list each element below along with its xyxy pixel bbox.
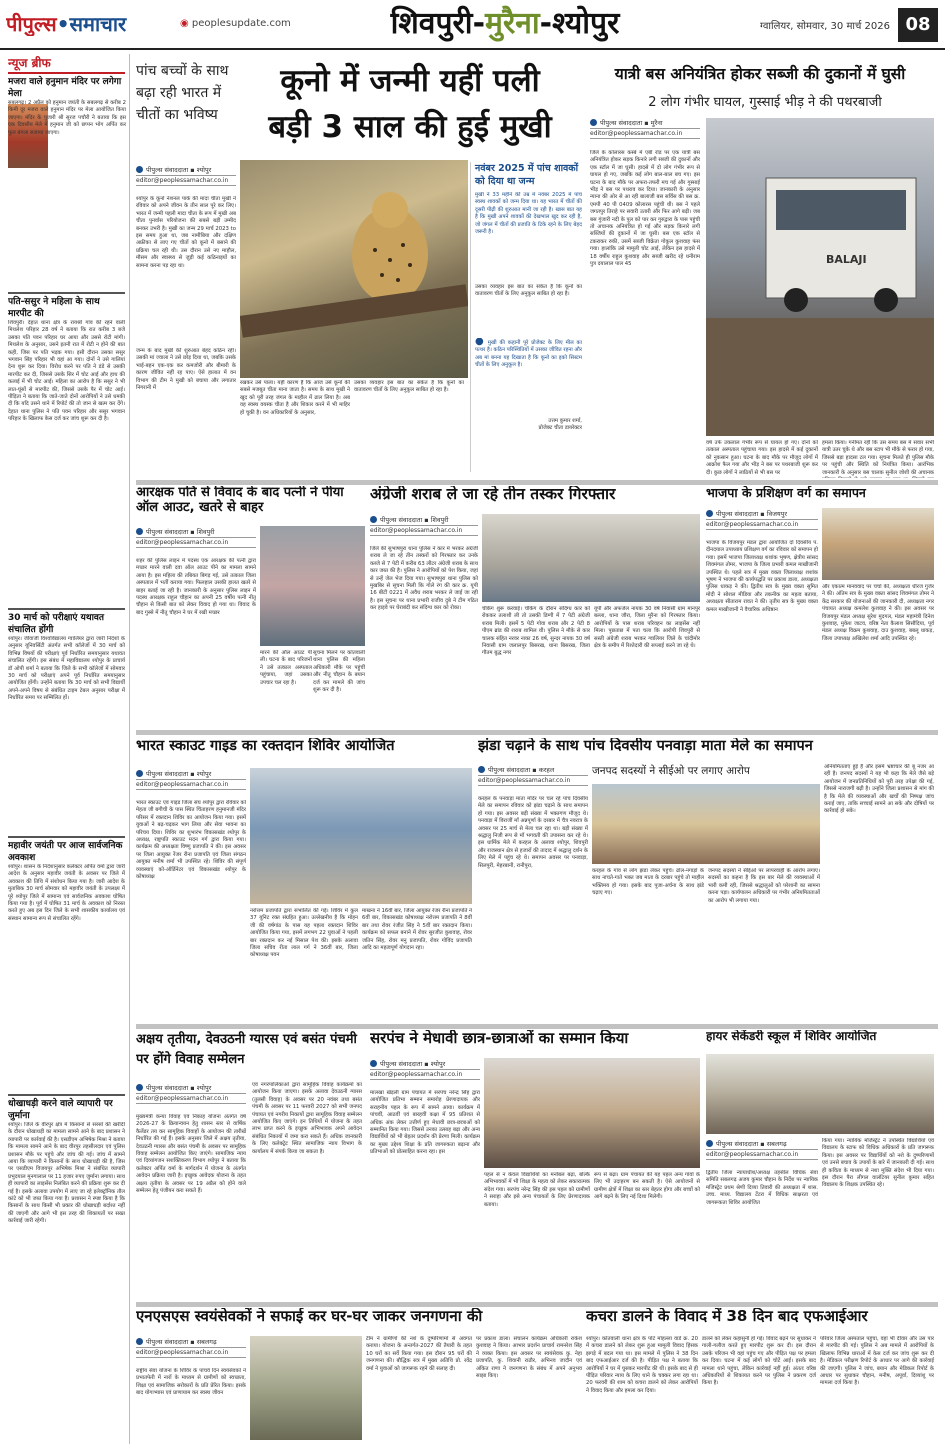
cheetah-photo xyxy=(240,160,468,378)
sarpanch-body-1: मालखा खेड़ली ग्राम पंचायत में सरपंच नरेन्द्र सिंह द्वारा आयोजित प्रतिभा सम्मान समारोह प्रेरणादायक और सराहनीय पहल के रूप में सामने आया। कार्यक्रम में पांचवीं, आठवीं एवं बारहवीं कक्षा में 95 प्रतिशत से अधिक अंक लेकर उत्तीर्ण हुए मेधावी छात्र-छात्राओं को सम्मानित किया गया। जिससे उनका उत्साह बढ़ा और अन्य विद्यार्थियों को भी बेहतर प्रदर्शन की प्रेरणा मिली। कार्यक्रम का मुख्य उद्देश्य शिक्षा के प्रति जागरुकता बढ़ाना और प्रतिभाओं को प्रोत्साहित करना रहा। इस xyxy=(370,1090,480,1156)
school-body-2: किया गया। न्यायिक मजिस्ट्रेट ने उपस्थित विद्यार्थियों एवं विद्यालय के स्टाफ को विधिक अधिकारों के प्रति जागरूक किया। इस अवसर पर विद्यार्थियों को नशे के दुष्परिणामों एवं उनसे बचाव के उपायों के बारे में जानकारी दी गई। साथ ही कविता के माध्यम से नशा मुक्ति संदेश भी दिया गया। इस दौरान पैरा लीगल वालंटियर सुनील कुमार सहित विद्यालय के शिक्षक उपस्थित रहे। xyxy=(822,1138,934,1189)
brief-title-1: मजरा वाले हनुमान मंदिर पर लगेगा मेला xyxy=(8,77,122,99)
constable-byline-block: पीपुल्स संवाददाता ▪ शिवपुरी editor@peoplessamachar.co.in xyxy=(136,526,256,556)
school-body-1: द्वितीय जिला न्यायाधीश/अध्यक्ष तहसील विधिक सेवा समिति सबलगढ़ अजय कुमार चौहान के निर्देश पर न्यायिक मजिस्ट्रेट प्रथम श्रेणी दिव्या तिवारी की अध्यक्षता में शास. उच्च. माध्य. विद्यालय टेंटरा में विधिक साक्षरता एवं जागरूकता शिविर आयोजित xyxy=(706,1170,818,1206)
logo-left: पीपुल्स xyxy=(6,12,57,36)
row2-divider xyxy=(136,480,938,485)
kuno-box-body-2: उसका व्यवहार इस बात का संकेत है कि कूनो का वातावरण चीतों के लिए अनुकूल साबित हो रहा है। xyxy=(475,284,582,298)
bus-headline: यात्री बस अनियंत्रित होकर सब्जी की दुकानों में घुसी xyxy=(614,65,906,83)
bus-illustration xyxy=(706,118,934,436)
brief-body-5: श्योपुर। जिले के वीरपुर क्षेत्र में किसानों से सरसों की खरीदी के दौरान धोखाधड़ी का मामला सामने आने के बाद प्रशासन ने व्यापारी पर कार्रवाई की है। एसडीएम अभिषेक मिश्रा ने बताया कि मामला सामने आने के बाद वीरपुर तहसीलदार एवं पुलिस प्रशासन मौके पर पहुंचे और जांच की गई। जांच में सामने आया कि व्यापारी ने किसानों के साथ धोखाधड़ी की है, जिस पर एसडीएम विजयपुर अभिषेक मिश्रा ने संबंधित व्यापारी प्रभुदयाल मुनगालाल पर 11 हजार रुपए जुर्माना लगाया। साथ ही व्यापारी का लाइसेंस निलंबित करने की प्रक्रिया शुरू कर दी गई है। इसके अलावा उपयोग में लाए जा रहे इलेक्ट्रॉनिक तौल कांटे को भी जब्त किया गया है। प्रशासन ने स्पष्ट किया है कि किसानों के साथ किसी भी प्रकार की धोखाधड़ी बर्दाश्त नहीं की जाएगी और आगे भी इस तरह की शिकायतों पर सख्त कार्रवाई जारी रहेगी। xyxy=(8,1122,125,1225)
sarpanch-headline: सरपंच ने मेधावी छात्र-छात्राओं का सम्मान किया xyxy=(370,1030,629,1047)
scout-photo xyxy=(250,768,472,904)
scout-body-1: भारत स्काउट एवं गाइड जिला संघ श्योपुर द्वारा रविवार को मेहता जी बगीची के पास स्थित चिंताहरण हनुमानजी मंदिर परिसर में रक्तदान शिविर का आयोजन किया गया। इसमें युवाओं ने बढ़-चढ़कर भाग लिया और सेवा भावना का परिचय दिया। शिविर का शुभारंभ विकासखंड श्योपुर के अध्यक्ष, राष्ट्रपति स्काउट मदन गर्ग द्वारा किया गया। कार्यक्रम की अध्यक्षता विष्णु प्रजापति ने की। इस अवसर पर जिला आयुक्त रेंजर रीना प्रजापति एवं जिला संगठन आयुक्त मनीष शर्मा भी उपस्थित रहे। शिविर की संपूर्ण व्यवस्थाएं को-ऑर्डिनेटर एवं विकासखंड श्योपुर के कोषाध्यक्ष xyxy=(136,800,246,881)
kuno-byline-block xyxy=(136,164,236,192)
constable-photo xyxy=(260,526,365,646)
logo-right: समाचार xyxy=(69,12,127,36)
quote-icon: ● xyxy=(475,338,485,347)
brief-title-2: पति-ससुर ने महिला के साथ मारपीट की xyxy=(8,292,125,320)
row5-divider xyxy=(136,1302,938,1307)
mela-body-4: अनियमितताएं हुई हैं और इसमें भ्रष्टाचार की बू नजर आ रही है। जनपद सदस्यों ने यह भी कहा कि मेले जैसे बड़े आयोजन में जनप्रतिनिधियों को पूरी तरह उपेक्षा की गई, जिससे नाराजगी बढ़ी है। उन्होंने जिला प्रशासन से मांग की है कि मेले की व्यवस्थाओं और खर्चों की निष्पक्ष जांच कराई जाए, ताकि सच्चाई सामने आ सके और दोषियों पर कार्रवाई हो सके। xyxy=(824,764,934,815)
school-byline-block: पीपुल्स संवाददाता ▪ सबलगढ़ editor@peoplessamachar.co.in xyxy=(706,1138,818,1168)
sarpanch-byline-block: पीपुल्स संवाददाता ▪ श्योपुर editor@peoplessamachar.co.in xyxy=(370,1058,480,1088)
bjp-body-2: और एकात्म मानववाद पर चर्चा की, अध्यक्षता धीरज गुर्जर ने की। अंतिम सत्र के मुख्य वक्ता सांसद शिवमंगल तोमर ने केंद्र सरकार की योजनाओं की जानकारी दी, अध्यक्षता नगर पंचायत अध्यक्ष कमलेश कुशवाह ने की। इस अवसर पर विजयपुर मंडल अध्यक्ष सुरेश मुदगल, मंडल महामंत्री दिनेश कुशवाह, मुकेश जाटव, वरिष्ठ नेता कैलाश सिसौदिया, पूर्व मंडल अध्यक्ष विक्रम कुशवाह, दाउ कुशवाह, बबलू धाकड़, जिला उपाध्यक्ष अखिलेश शर्मा आदि उपस्थित रहे। xyxy=(822,584,934,642)
kuno-email: editor@peoplessamachar.co.in xyxy=(136,176,236,186)
liquor-body-1: जिले की सुभाषपुरा थाना पुलिस ने कार में भरकर अंग्रेजी शराब ले जा रहे तीन तस्करों को गिरफ्तार कर उनके कब्जे से 7 पेटी में करीब 63 लीटर अंग्रेजी शराब के साथ कार जब्त की है। पुलिस ने आरोपियों को पेश किया, जहां से उन्हें जेल भेज दिया गया। सुभाषपुरा थाना पुलिस को मुखबिर से सूचना मिली कि गोले रंग की कार क्र. यूपी 16 बीटी 0221 में अवैध शराब भरकर ले जाई जा रही है। इस सूचना पर थाना प्रभारी राजीव दुबे ने टीम गठित कर हाइवे पर घेराबंदी कर संदिग्ध कार को रोका। xyxy=(370,546,478,612)
mela-photo xyxy=(592,784,820,864)
date-line: ग्वालियर, सोमवार, 30 मार्च 2026 xyxy=(760,21,890,32)
nss-body-1: राष्ट्रीय सेवा योजना के शिविर के पांचवें दिन स्वयंसेवकों ने प्रभातफेरी में नारों के माध्यम से ग्रामीणों को स्वच्छता, शिक्षा एवं सामाजिक सरोकारों के प्रति प्रेरित किया। इसके बाद योगाभ्यास एवं प्राणायाम कर स्वस्थ जीवन xyxy=(136,1368,246,1397)
kuno-box xyxy=(470,162,582,472)
liquor-byline-block: पीपुल्स संवाददाता ▪ शिवपुरी editor@peoplessamachar.co.in xyxy=(370,514,478,544)
kuno-body-4: उसका व्यवहार इस बात का संकेत है कि कूनो का वातावरण चीतों के लिए अनुकूल साबित हो रहा है। xyxy=(354,380,464,394)
kuno-byline: पीपुल्स संवाददाता ▪ श्योपुर xyxy=(136,164,236,176)
bus-subhead: 2 लोग गंभीर घायल, गुस्साई भीड़ ने की पथरबाजी xyxy=(648,95,882,110)
liquor-body-2: चेकिंग शुरू करवाई। चेकिंग के दौरान संदिग्ध कार को रोककर तलाशी ली तो उसकी डिग्गी में 7 पेटी अंग्रेजी शराब मिली। इसमें 5 पेटी गोवा शराब और 2 पेटी 8 पीएम ब्रांड की शराब शामिल थी। पुलिस ने मौके से कार चालक संहित नरवर नाका 26 वर्ष, सुन्दर नायक 30 वर्ष निवासी ग्राम जलालपुर बिसरख, थाना बिसरख, जिला गौतम बुद्ध नगर xyxy=(482,606,590,657)
nss-byline-block: पीपुल्स संवाददाता ▪ सबलगढ़ editor@peoplessamachar.co.in xyxy=(136,1336,246,1366)
liquor-headline: अंग्रेजी शराब ले जा रहे तीन तस्कर गिरफ्तार xyxy=(370,486,616,503)
bus-byline-block xyxy=(590,117,700,147)
kuno-side-head: पांच बच्चों के साथ बढ़ा रही भारत में चीतों का भविष्य xyxy=(136,63,229,123)
sarpanch-body-4: रूप से बढ़ा। ग्राम पंचायत की यह पहल अन्य गांवों के लिए भी उदाहरण बन सकती है। ऐसे आयोजनों से ग्रामीण क्षेत्रों में शिक्षा का स्तर बेहतर होगा और बच्चों को आगे बढ़ने के लिए नई दिशा मिलेगी। xyxy=(594,1172,700,1201)
mela-byline-block: पीपुल्स संवाददाता ▪ करहल editor@peoplessamachar.co.in xyxy=(478,764,588,794)
svg-text:BALAJI: BALAJI xyxy=(826,253,867,266)
masthead xyxy=(0,0,945,50)
brief-title-3: 30 मार्च को परीक्षाएं यथावत संचालित होंगी xyxy=(8,608,125,636)
nss-photo xyxy=(250,1336,362,1440)
mela-body-2: करहल के गांव से लोग झंडा लेकर पहुंचे। ढोल-नगाड़ों के साथ नाचते-गाते भक्त जब माता के दरबार पहुंचे तो माहौल भक्तिमय हो गया। इसके बाद पूजा-अर्चना के साथ झंडे चढ़ाए गए। xyxy=(592,868,704,897)
kuno-box-body: मुखी ने 33 महीने की उम्र में नवंबर 2025 में पांच स्वस्थ शावकों को जन्म दिया था। यह भारत में चीतों की दूसरी पीढ़ी की शुरुआत मानी जा रही है। खास बात यह है कि मुखी अपने शावकों की देखभाल खुद कर रही है, जो जंगल में चीतों की प्रजाति के टिके रहने के लिए बेहद जरूरी है। xyxy=(475,192,582,236)
kuno-headline: कूनो में जन्मी यहीं पली बड़ी 3 साल की हुई मुखी xyxy=(268,63,552,145)
nss-body-2: टीम ने ग्रामीणों की नशे के दुष्परिणामों से अवगत कराया। योजना के अन्तर्गत-2027 की तैयारी के तहत 10 घरों का सर्वे किया गया। इस दौरान 95 घरों की जनगणना की। बौद्धिक सत्र में मुख्य अतिथि प्रो. रवेंद्र वर्मा ने युवाओं को जागरूक रहने की सलाह दी। xyxy=(366,1336,472,1372)
trash-headline: कचरा डालने के विवाद में 38 दिन बाद एफआईआर xyxy=(586,1308,868,1325)
bus-byline: पीपुल्स संवाददाता ▪ मुरैना xyxy=(590,117,700,129)
constable-headline: आरक्षक पति से विवाद के बाद पत्नी ने पीया ऑल आउट, खतरे से बाहर xyxy=(136,486,344,515)
kuno-body-2: जन्म के बाद मुखी की शुरुआत बेहद कठिन रही। उसकी मां ज्वाला ने उसे छोड़ दिया था, जबकि उसके भाई-बहन एक-एक कर कमजोरी और बीमारी के कारण जीवित नहीं रह पाए। ऐसे हालात में वन विभाग की टीम ने मुखी को बचाया और लगातार निगरानी में xyxy=(136,348,236,392)
row3-divider xyxy=(136,730,938,735)
website: ◉ peoplesupdate.com xyxy=(180,18,291,29)
bjp-byline-block: पीपुल्स संवाददाता ▪ विजयपुर editor@peoplessamachar.co.in xyxy=(706,508,818,538)
bus-body-1: जिले के कोलारस कस्बे में एबी रोड पर एक यात्री बस अनियंत्रित होकर सड़क किनारे लगी सब्जी की दुकानों और एक स्टॉल में जा घुसी। हादसे में दो लोग गंभीर रूप से घायल हो गए, जबकि कई लोग बाल-बाल बच गए। इस घटना के बाद मौके पर अफरा-तफरी मच गई और गुस्साई भीड़ ने बस पर पथराव कर दिया। जानकारी के अनुसार न्याना की ओर से आ रही बालाजी बस सर्विस की बस क्र. एमपी 40 पी 0409 कोलारस पहुंची थी। बस ने पहले जगतपुर तिराहे पर सवारी उतारी और फिर आगे बढ़ी। जब बस गुंजारी नदी के पुल को पार कर गुरुद्वारा के पास पहुंची तो अचानक अनियंत्रित हो गई और सड़क किनारे लगी सब्जियों की दुकानों में जा घुसी। बस एक स्टॉल से टकराकर रुकी, उसमें सब्जी विक्रेता गोकुल कुशवाह फंस गया। हालांकि उसे मामूली चोट आई, लेकिन इस हादसे में 18 वर्षीय राहुल कुशवाह और सब्जी खरीद रहे धनीराम पुत्र दयालाल पाल 45 xyxy=(590,150,700,268)
brief-body-2: शिवपुरी। देहात थाना क्षेत्र के रायश्री गांव की रहने वाली मिथलेश परिहार 28 वर्ष ने बताया कि रात करीब 3 बजे उसका पति पवन परिहार घर आया और उससे रोटी मांगी। मिथलेश के अनुसार, उसने इतनी रात में रोटी न होने की बात कही, जिस पर पति भड़क गया। इसी दौरान उसका ससुर भगवान सिंह परिहार भी वहां आ गया। दोनों ने उसे गालियां देना शुरू कर दिया। विरोध करने पर पति ने डंडे से उसकी मारपीट कर दी, जिससे उसके सिर में चोट आई और हाथ की कलाई में भी चोट आई। महिला का आरोप है कि ससुर ने भी लात-घूंसों से मारपीट की, जिससे उसके पैर में चोट आई। पीड़िता ने बताया कि जाते-जाते दोनों आरोपियों ने उसे धमकी दी कि यदि उसने थाने में रिपोर्ट की तो जान से खत्म कर देंगे। देहात थाना पुलिस ने पति पवन परिहार और ससुर भगवान परिहार के खिलाफ केस दर्ज कर जांच शुरू कर दी है। xyxy=(8,320,125,423)
trash-body-1: श्योपुर। कोतवाली थाना क्षेत्र के पोर्ट मोहल्ला वार्ड क्र. 20 में कचरा डालने को लेकर शुरू हुआ मामूली विवाद हिंसक झगड़े में बदल गया था। इस मामले में पुलिस ने 38 दिन बाद एफआईआर दर्ज की है। पीड़ित पक्ष ने बताया कि आरोपियों ने घर में घुसकर मारपीट की थी। इसके बाद से ही पीड़ित परिवार न्याय के लिए थाने के चक्कर लगा रहा था। 20 फरवरी की शाम को कचरा डालने को लेकर आरोपियों ने विवाद किया और हमला कर दिया। xyxy=(586,1336,698,1394)
bus-photo xyxy=(706,118,934,436)
bjp-photo xyxy=(822,508,934,580)
section-title: शिवपुरी-मुरैना-श्योपुर xyxy=(390,6,620,41)
kuno-quote-name: उत्तम कुमार शर्मा, प्रोजेक्ट चीता डायरेक्टर xyxy=(538,418,582,432)
akshay-body-1: मुख्यमंत्री कन्या विवाह एवं निकाह योजना अंतर्गत वर्ष 2026-27 के क्रियान्वयन हेतु शासन स्तर से वार्षिक कैलेंडर तय कर सामूहिक विवाहों के आयोजन की तारीखें निर्धारित की गई हैं। इसके अनुसार जिले में अक्षय तृतीया, देवउठनी ग्यारस और बसंत पंचमी के अवसर पर सामूहिक विवाह सम्मेलन आयोजित किए जाएंगे। सामाजिक न्याय एवं दिव्यांगजन सशक्तिकरण विभाग श्योपुर ने बताया कि कलेक्टर अर्पित वर्मा के मार्गदर्शन में योजना के अंतर्गत आवेदन प्रक्रिया जारी है। इच्छुक आवेदक योजना के तहत अक्षय तृतीया के अवसर पर 19 अप्रैल को होने वाले सम्मेलन हेतु पंजीयन करा सकते हैं। xyxy=(136,1114,246,1195)
kuno-box-head: नवंबर 2025 में पांच शावकों को दिया था जन्म xyxy=(475,163,579,187)
mela-body-1: करहल के पनवाड़ा माता मंदिर पर चल रहे पांच दिवसीय मेले का समापन रविवार को झंडा चढ़ाने के साथ समापन हो गया। इस अवसर बड़ी संख्या में भक्तगण मौजूद थे। पनवाड़ा में विराजीं माँ अन्नपूर्णा के दरबार में चैत्र नवरात्र के अवसर पर 25 मार्च से मेला चल रहा था। बड़ी संख्या में श्रद्धालु निजी रूप से माँ भगवती की उपासना कर रहे थे। इस धार्मिक मेले में करहल के अलावा श्योपुर, शिवपुरी और राजस्थान क्षेत्र से हजारों की तादाद में श्रद्धालु दर्शन के लिए मेले में पहुंच रहे थे। समापन अवसर पर पनवाड़ा, सिलपुरी, मेहरबानी, रानीपुरा, xyxy=(478,796,588,869)
cheetah-illustration xyxy=(240,160,468,378)
brief-title-5: धोखाधड़ी करने वाले व्यापारी पर जुर्माना xyxy=(8,1094,125,1122)
globe-icon: ◉ xyxy=(180,18,189,29)
brief-header: न्यूज ब्रीफ xyxy=(8,54,125,74)
constable-body-3: सूचना मिलने पर कोतवाली थाना पुलिस की महिला अधिकारी मौके पर पहुंचीं और नीतू चौहान के बयान दर्ज कर मामले की जांच शुरू कर दी है। xyxy=(313,650,365,694)
akshay-body-2: एवं नगरपालिकाओं द्वारा सामूहिक विवाह कार्यक्रमों का आयोजन किया जाएगा। इसके अलावा देवउठनी ग्यारस (तुलसी विवाह) के अवसर पर 20 नवंबर तथा बसंत पंचमी के अवसर पर 11 फरवरी 2027 को सभी जनपद पंचायत एवं नगरीय निकायों द्वारा सामूहिक विवाह सम्मेलन आयोजित किए जाएंगे। इन तिथियों में योजना के तहत लाभ प्राप्त करने के इच्छुक अभिभावक अपने आवेदन संबंधित निकायों में जमा करा सकते हैं। अधिक जानकारी के लिए कलेक्ट्रेट स्थित सामाजिक न्याय विभाग के कार्यालय में संपर्क किया जा सकता है। xyxy=(252,1082,362,1155)
bjp-headline: भाजपा के प्रशिक्षण वर्ग का समापन xyxy=(706,486,866,500)
sarpanch-body-2: पहल से न केवल विद्यार्थियों का मनोबल बढ़ा, बल्कि अभिभावकों में भी शिक्षा के महत्व को लेकर सकारात्मक संदेश गया। सरपंच नरेन्द्र सिंह की इस पहल को ग्रामीणों ने सराहा और इसे अन्य पंचायतों के लिए प्रेरणादायक बताया। xyxy=(484,1172,590,1208)
news-brief-column xyxy=(8,54,130,1444)
page-number: 08 xyxy=(898,8,938,42)
kuno-body-3: रखकर उसे पाला। यही कारण है कि आज उसे कूनो की सबसे मजबूत चीता माना जाता है। समय के साथ मुखी ने खुद को पूरी तरह जंगल के माहौल में ढाल लिया है। अब वह स्वस्थ वयस्क चीता है और शिकार करने में भी माहिर हो चुकी है। वन अधिकारियों के अनुसार, xyxy=(240,380,350,416)
brief-body-3: श्योपुर। जीवाजी विश्वविद्यालय ग्वालियर द्वारा जारी निर्देशों के अनुसार यूनिवर्सिटी अंतर्गत सभी कॉलेजों में 30 मार्च को विभिन्न विषयों की परीक्षाएं पूर्व निर्धारित समयानुसार यथावत संचालित रहेंगी। इस संबंध में महाविद्यालय श्योपुर के प्राचार्य डॉ ओपी शर्मा ने बताया कि जिले के सभी कॉलेजों में सोमवार 30 मार्च को परीक्षाएं अपने पूर्व निर्धारित समयानुसार आयोजित होंगी। उन्होंने बताया कि 30 मार्च को सभी विद्यार्थी अपने-अपने विषय से संबंधित टाइम टेबल अनुसार परीक्षा में निर्धारित समय पर सम्मिलित हों। xyxy=(8,636,125,702)
akshay-byline-block: पीपुल्स संवाददाता ▪ श्योपुर editor@peoplessamachar.co.in xyxy=(136,1082,246,1112)
scout-body-3: माखना ने 16वीं बार, जिला आयुक्त रेंजर रीना प्रजापति ने 6वीं बार, विकासखंड कोषाध्यक्ष नरोत्तम प्रजापति ने 8वीं बार तथा रोवर रंजीत सिंह ने 5वीं बार रक्तदान किया। कार्यक्रम को सफल बनाने में रोवर सुरजीत कुशवाह, रोवर जतिन सिंह, रोवर मनु प्रजापति, रोवर गोविंद प्रजापति आदि का महत्वपूर्ण योगदान रहा। xyxy=(362,908,472,952)
trash-body-3: परिवार जिला अस्पताल पहुंचा, वहां भी दीवार और उस पार से मारपीट की गई। पुलिस ने अब मामले में आरोपियों के खिलाफ विभिन्न धाराओं में केस दर्ज कर जांच शुरू कर दी है। मेडिकल परीक्षण रिपोर्ट के आधार पर आगे की कार्रवाई की जाएगी। पुलिस ने जांच, बयान और मेडिकल रिपोर्ट के आधार पर सुधाकर चौहान, मनीष, अपूर्वा, दिव्यांशु पर मामला दर्ज किया है। xyxy=(820,1336,934,1387)
logo: पीपुल्स•समाचार xyxy=(6,12,127,36)
kuno-body-1: श्योपुर के कूनो नेशनल पार्क की मादा चीता मुखी ने रविवार को अपने जीवन के तीन साल पूरे कर लिए। भारत में जन्मी पहली मादा चीता के रूप में मुखी अब चीता पुनर्वास परियोजना की सबसे बड़ी उम्मीद बनकर उभरी है। मुखी का जन्म 29 मार्च 2023 to इस समय हुआ था, जब नामीबिया और दक्षिण अफ्रीका से लाए गए चीतों को कूनो में बसाने की प्रक्रिया चल रही थी। उस दौरान उसे नए माहौल, मौसम और स्वास्थ्य से जुड़ी कई कठिनाइयों का सामना करना पड़ रहा था। xyxy=(136,196,236,269)
scout-body-2: नरोत्तम प्रजापति द्वारा संभालित की गईं। शिविर में कुल 37 यूनिट रक्त संग्रहित हुआ। उल्लेखनीय है कि मोहन जी की वर्षगांठ के पास यह पहला रक्तदान शिविर आयोजित किया गया, इसमें लगभग 22 युवाओं ने पहली बार रक्तदान कर नई मिसाल पेश की। इसके अलावा जिला सचिव रीता लाल गर्ग ने 36वीं बार, जिला कोषाध्यक्ष पवन xyxy=(250,908,358,959)
akshay-headline: अक्षय तृतीया, देवउठनी ग्यारस एवं बसंत पंचमी पर होंगे विवाह सम्मेलन xyxy=(136,1032,357,1067)
brief-body-1: सबलगढ़। 2 अप्रैल को हनुमान जयंती के सबलगढ़ से करीब 2 किमी दूर मजरा वाले हनुमान मंदिर पर मेला आयोजित किया जाएगा। मंदिर के पुजारी श्री सूरज पचौरी ने बताया कि इस एक दिवसीय मेले में हनुमान जी को छप्पन भोग अर्पित कर फूल बंगला सजाया जाएगा। xyxy=(8,100,126,136)
liquor-photo xyxy=(482,514,700,602)
constable-body-1: शहर की पुलिस लाइन में पदस्थ एक आरक्षक की पत्नी द्वारा मच्छर मारने वाली दवा ऑल आउट पीने का मामला सामने आया है। इस महिला की तबियत बिगड़ गई, उसे तत्काल जिला अस्पताल में भर्ती कराया गया। फिलहाल उसकी हालत खतरे से बाहर बताई जा रही है। जानकारी के अनुसार पुलिस लाइन में पदस्थ आरक्षक राहुल चौहान का अपनी 25 वर्षीय पत्नी नीतू चौहान से किसी बात को लेकर विवाद हो गया था। विवाद के बाद गुस्से में नीतू चौहान ने घर में रखी मच्छर xyxy=(136,558,256,616)
bus-email: editor@peoplessamachar.co.in xyxy=(590,129,700,139)
liquor-body-3: यूपी और अफजेल नायक 30 वर्ष निवासी ग्राम मानपुर बल्ला, थाना जौरा, जिला मुरैना को गिरफ्तार किया। आरोपियों के पास शराब परिवहन का लाइसेंस नहीं मिला। पूछताछ में पता चला कि आरोपी शिवपुरी से सस्ती अंग्रेजी शराब भरकर ग्वालियर जिले के चांदीमोर क्षेत्र के समीप में रिश्तेदारी की सप्लाई करने जा रहे थे। xyxy=(594,606,700,650)
bjp-body-1: भाजपा के विजयपुर मंडल द्वारा आयोजित दो दिवसीय पं. दीनदयाल उपाध्याय प्रशिक्षण वर्ग का रविवार को समापन हो गया। इसमें भाजपा जिलाध्यक्ष शशांक भूषण, क्षेत्रीय सांसद शिवमंगल तोमर, भाजपा के जिला प्रभारी कमल माखीजानी उपस्थित थे। पहले सत्र में मुख्य वक्ता जिलाध्यक्ष शशांक भूषण ने भाजपा की कार्यपद्धति पर प्रकाश डाला, अध्यक्षता पुलिस धाकड़ ने की। द्वितीय सत्र के मुख्य वक्ता सुमित मोदी ने सोशल मीडिया और तकनीक का महत्व बताया, अध्यक्षता सीताराम रावत ने की। तृतीय सत्र के मुख्य वक्ता कमल माखीजानी ने वैचारिक अधिष्ठान xyxy=(706,540,818,613)
kuno-quote: ● मुखी की कहानी पूरे प्रोजेक्ट के लिए मील का पत्थर है। कठिन परिस्थितियों में उसका जीवित रहना और अब मां बनना यह दिखाता है कि कूनो का इको सिस्टम चीतों के लिए अनुकूल है। xyxy=(475,338,582,369)
mela-subhead: जनपद सदस्यों ने सीईओ पर लगाए आरोप xyxy=(592,765,750,777)
brief-body-4: श्योपुर। शासन के निर्देशानुसार कलेक्टर अर्पित वर्मा द्वारा जारी आदेश के अनुसार महावीर जयंती के अवसर पर जिले में अवकाश की तिथि में संशोधन किया गया है। जारी आदेश के मुताबिक 30 मार्च सोमवार को महावीर जयंती के उपलक्ष्य में पूरे श्योपुर जिले में सामान्य एवं सार्वजनिक अवकाश घोषित किया गया है। पूर्व में घोषित 31 मार्च के अवकाश को निरस्त करते हुए अब इस दिन जिले के सभी शासकीय कार्यालय एवं संस्थान सामान्य रूप से संचालित रहेंगे। xyxy=(8,864,125,922)
mela-body-3: जनपद सदस्यों ने सीईओ पर लापरवाही के आरोप लगाए। सदस्यों का कहना है कि इस बार मेले की व्यवस्थाओं में भारी कमी रही, जिससे श्रद्धालुओं को परेशानी का सामना करना पड़ा। कार्यपालन अधिकारी पर गंभीर अनियमितताओं का आरोप भी लगाया गया। xyxy=(708,868,820,904)
scout-headline: भारत स्काउट गाइड का रक्तदान शिविर आयोजित xyxy=(136,738,395,754)
nss-body-3: पर प्रकाश डाला। संचालन कार्यक्रम अधिकारी राकेश कुशवाह ने किया। आभार प्रदर्शन प्राचार्य रामनरेश सिंह ने व्यक्त किया। इस अवसर पर स्वयंसेवक कु. नेहा प्रजापति, कु. शिवानी राठौर, अभिनव जादौन एवं अंकित राणा ने जनगणना के संबंध में अपने अनुभव साझा किए। xyxy=(476,1336,582,1380)
bus-body-2: वर्ष उर्फ उकलाल गंभीर रूप से घायल हो गए। दोनों को तत्काल अस्पताल पहुंचाया गया। इस हादसे में कई दुकानों को नुकसान हुआ। घटना के बाद मौके पर मौजूद लोगों में आक्रोश फैल गया और भीड़ ने बस पर पथरबाजी शुरू कर दी। कुछ लोगों ने लाठियों से भी बस पर xyxy=(706,440,818,476)
trash-body-2: डालने को लेकर कहासुनी हो गई। विवाद बढ़ने पर सुधाकर ने गाली-गलौज करते हुए मारपीट शुरू कर दी। इस दौरान उसके परिजन भी वहां पहुंच गए और पीड़ित पक्ष पर हमला कर दिया। घटना में कई लोगों को चोटें आईं। इसके बाद मामला थाने पहुंचा, लेकिन कार्रवाई नहीं हुई। अंततः वरिष्ठ अधिकारियों से शिकायत करने पर पुलिस ने प्रकरण दर्ज किया है। xyxy=(702,1336,816,1387)
nss-headline: एनएसएस स्वयंसेवकों ने सफाई कर घर-घर जाकर जनगणना की xyxy=(136,1308,483,1325)
scout-byline-block: पीपुल्स संवाददाता ▪ श्योपुर editor@peoplessamachar.co.in xyxy=(136,768,246,798)
row4-divider xyxy=(136,1024,938,1029)
brief-title-4: महावीर जयंती पर आज सार्वजनिक अवकाश xyxy=(8,836,125,864)
sarpanch-photo xyxy=(484,1058,700,1168)
bus-body-3: हमला किया। गनीमत रही कि उस समय बस में सवार सभी यात्री उतर चुके थे और बस स्टाप भी मौके से फरार हो गया, जिससे बड़ा हादसा टल गया। सूचना मिलते ही पुलिस मौके पर पहुंची और स्थिति को नियंत्रित किया। आरंभिक जानकारी के अनुसार बस चालक सुनील जोशी की अचानक xyxy=(822,440,934,476)
constable-body-2: मारने की ऑल आउट पी ली। घटना के बाद परिजनों ने उसे तत्काल अस्पताल पहुंचाया, जहां उसका उपचार चल रहा है। xyxy=(260,650,312,686)
school-headline: हायर सेकेंडरी स्कूल में शिविर आयोजित xyxy=(706,1030,877,1043)
school-photo xyxy=(706,1054,934,1134)
mela-headline: झंडा चढ़ाने के साथ पांच दिवसीय पनवाड़ा माता मेले का समापन xyxy=(478,738,813,754)
